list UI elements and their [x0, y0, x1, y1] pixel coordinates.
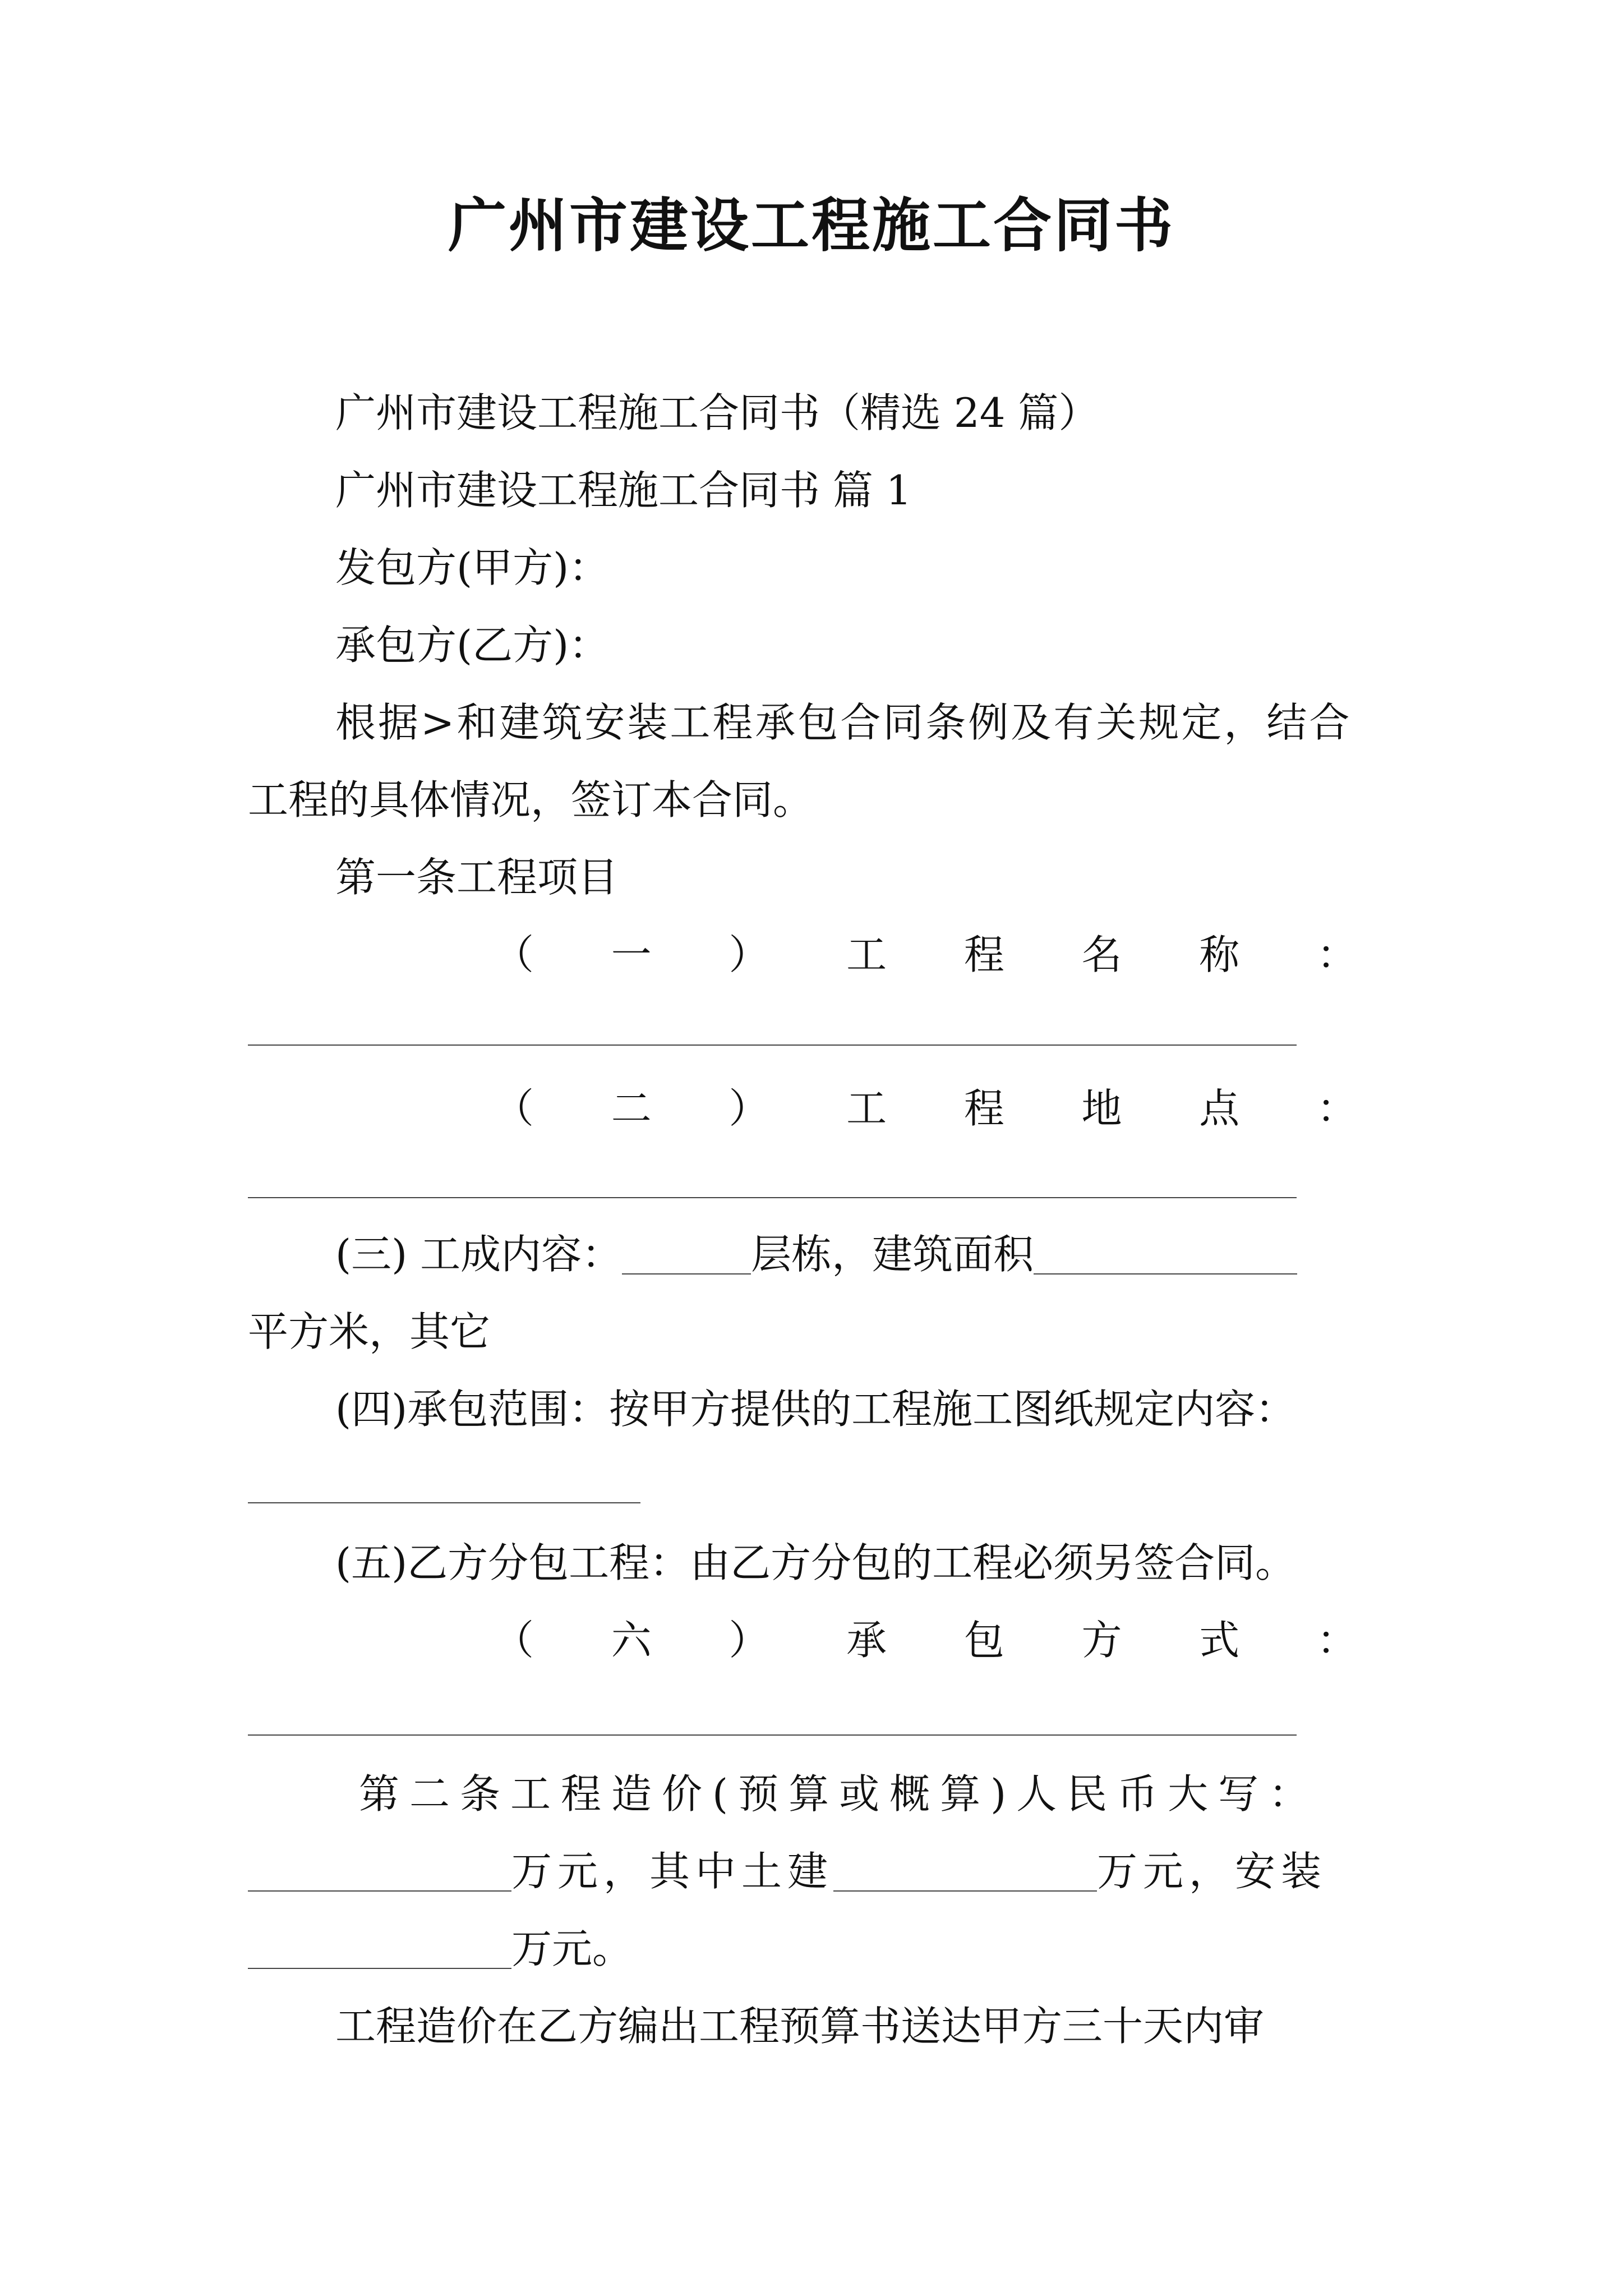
item-6-char: ：	[1316, 1617, 1357, 1664]
part-heading: 广州市建设工程施工合同书 篇 1	[335, 467, 912, 514]
item-2-char: 地	[1081, 1085, 1122, 1132]
area-blank	[1034, 1240, 1297, 1274]
party-a-line: 发包方(甲方)：	[335, 544, 610, 591]
item-1-char: （	[494, 931, 534, 978]
last-paragraph-line: 工程造价在乙方编出工程预算书送达甲方三十天内审	[335, 2003, 1265, 2050]
item-2-blank-line	[248, 1197, 1297, 1198]
item-6-char: 承	[846, 1617, 887, 1664]
basis-paragraph-line1: 根据>和建筑安装工程承包合同条例及有关规定，结合	[335, 699, 1352, 746]
item-2-char: 二	[611, 1085, 652, 1132]
article-2-part1: 万元，其中土建	[511, 1848, 834, 1895]
item-2-char: 程	[963, 1085, 1004, 1132]
install-amount-blank	[248, 1934, 511, 1969]
item-6-blank-line	[248, 1734, 1297, 1736]
item-2-char: 工	[846, 1085, 887, 1132]
item-1-char: 工	[846, 931, 887, 978]
party-b-line: 承包方(乙方)：	[335, 622, 610, 669]
floors-blank	[622, 1240, 751, 1274]
item-2-char: 点	[1199, 1085, 1240, 1132]
item-3-label: (三) 工成内容：	[335, 1231, 623, 1278]
item-6-char: ）	[728, 1617, 769, 1664]
item-6-char: 方	[1081, 1617, 1122, 1664]
item-2-char: ）	[728, 1085, 769, 1132]
total-amount-blank	[248, 1857, 511, 1892]
item-3-middle: 层栋，建筑面积	[751, 1231, 1034, 1278]
item-6-char: （	[494, 1617, 534, 1664]
item-1-char: 名	[1081, 931, 1122, 978]
item-4-scope: (四)承包范围：按甲方提供的工程施工图纸规定内容：	[335, 1386, 1296, 1433]
basis-paragraph-line2: 工程的具体情况，签订本合同。	[248, 776, 814, 823]
item-3-line2: 平方米，其它	[248, 1308, 491, 1355]
item-4-blank-line	[248, 1502, 640, 1503]
article-2-line2	[248, 1848, 1327, 1895]
civil-amount-blank	[833, 1857, 1097, 1892]
item-6-char: 包	[963, 1617, 1004, 1664]
article-1-heading: 第一条工程项目	[335, 854, 619, 901]
article-2-part3: 万元。	[511, 1925, 633, 1972]
item-2-char: （	[494, 1085, 534, 1132]
item-1-project-name	[494, 931, 1357, 978]
document-subtitle: 广州市建设工程施工合同书（精选 24 篇）	[335, 389, 1099, 436]
item-6-char: 式	[1199, 1617, 1240, 1664]
document-title: 广州市建设工程施工合同书	[448, 191, 1175, 260]
article-2-line1: 第二条工程造价(预算或概算)人民币大写：	[359, 1770, 1320, 1818]
item-2-project-location	[494, 1085, 1357, 1132]
item-5-subcontract: (五)乙方分包工程：由乙方分包的工程必须另签合同。	[335, 1539, 1296, 1586]
item-6-contract-method	[494, 1617, 1357, 1664]
item-1-char: ：	[1316, 931, 1357, 978]
item-1-char: ）	[728, 931, 769, 978]
item-3-line1	[335, 1231, 1297, 1278]
item-1-blank-line	[248, 1045, 1297, 1046]
item-1-char: 称	[1199, 931, 1240, 978]
item-1-char: 一	[611, 931, 652, 978]
item-6-char: 六	[611, 1617, 652, 1664]
item-1-char: 程	[963, 931, 1004, 978]
item-2-char: ：	[1316, 1085, 1357, 1132]
article-2-line3	[248, 1925, 633, 1972]
article-2-part2: 万元，安装	[1097, 1848, 1327, 1895]
